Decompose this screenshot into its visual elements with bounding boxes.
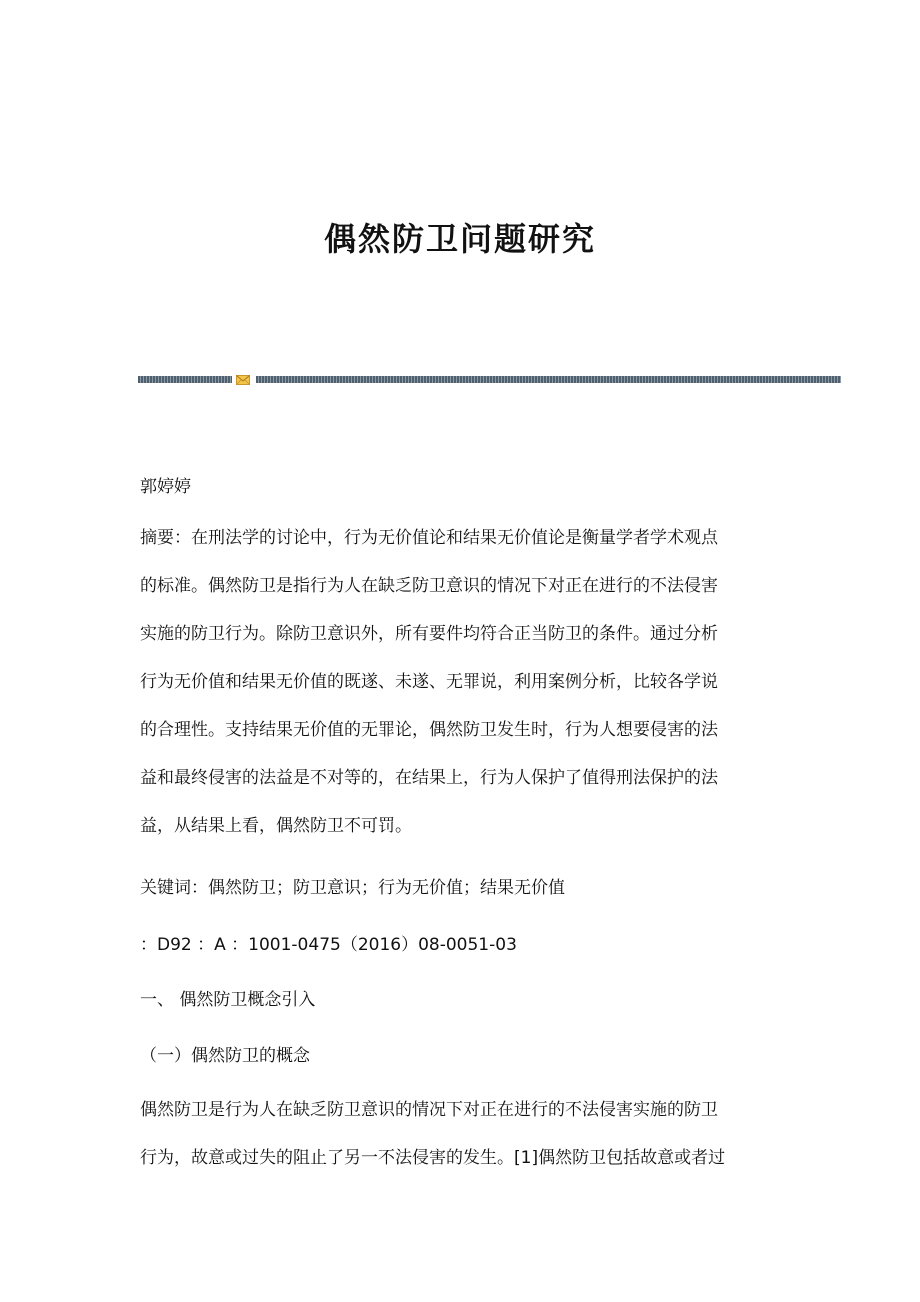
author-name: 郭婷婷 — [140, 477, 191, 497]
divider-bar-right — [256, 376, 841, 383]
section-heading: 一、 偶然防卫概念引入 — [140, 990, 316, 1010]
title-divider — [138, 374, 841, 384]
abstract-line: 行为无价值和结果无价值的既遂、未遂、无罪说，利用案例分析，比较各学说 — [140, 672, 718, 692]
abstract-line: 益和最终侵害的法益是不对等的，在结果上，行为人保护了值得刑法保护的法 — [140, 768, 718, 788]
abstract-line: 的合理性。支持结果无价值的无罪论，偶然防卫发生时，行为人想要侵害的法 — [140, 720, 718, 740]
abstract-line: 益，从结果上看，偶然防卫不可罚。 — [140, 816, 412, 836]
abstract-line: 的标准。偶然防卫是指行为人在缺乏防卫意识的情况下对正在进行的不法侵害 — [140, 576, 718, 596]
body-paragraph — [140, 1086, 780, 1182]
envelope-icon — [236, 374, 250, 386]
abstract-paragraph — [140, 514, 780, 850]
abstract-line: 实施的防卫行为。除防卫意识外，所有要件均符合正当防卫的条件。通过分析 — [140, 624, 718, 644]
document-title: 偶然防卫问题研究 — [323, 220, 596, 258]
body-line: 偶然防卫是行为人在缺乏防卫意识的情况下对正在进行的不法侵害实施的防卫 — [140, 1100, 718, 1120]
body-line: 行为，故意或过失的阻止了另一不法侵害的发生。[1]偶然防卫包括故意或者过 — [140, 1148, 726, 1168]
divider-bar-left — [138, 376, 232, 383]
classification-line: ：D92 ：A ：1001-0475（2016）08-0051-03 — [140, 935, 517, 955]
subsection-heading: （一）偶然防卫的概念 — [140, 1046, 310, 1066]
abstract-line: 摘要：在刑法学的讨论中，行为无价值论和结果无价值论是衡量学者学术观点 — [140, 528, 718, 548]
keywords-line: 关键词：偶然防卫；防卫意识；行为无价值；结果无价值 — [140, 878, 565, 898]
